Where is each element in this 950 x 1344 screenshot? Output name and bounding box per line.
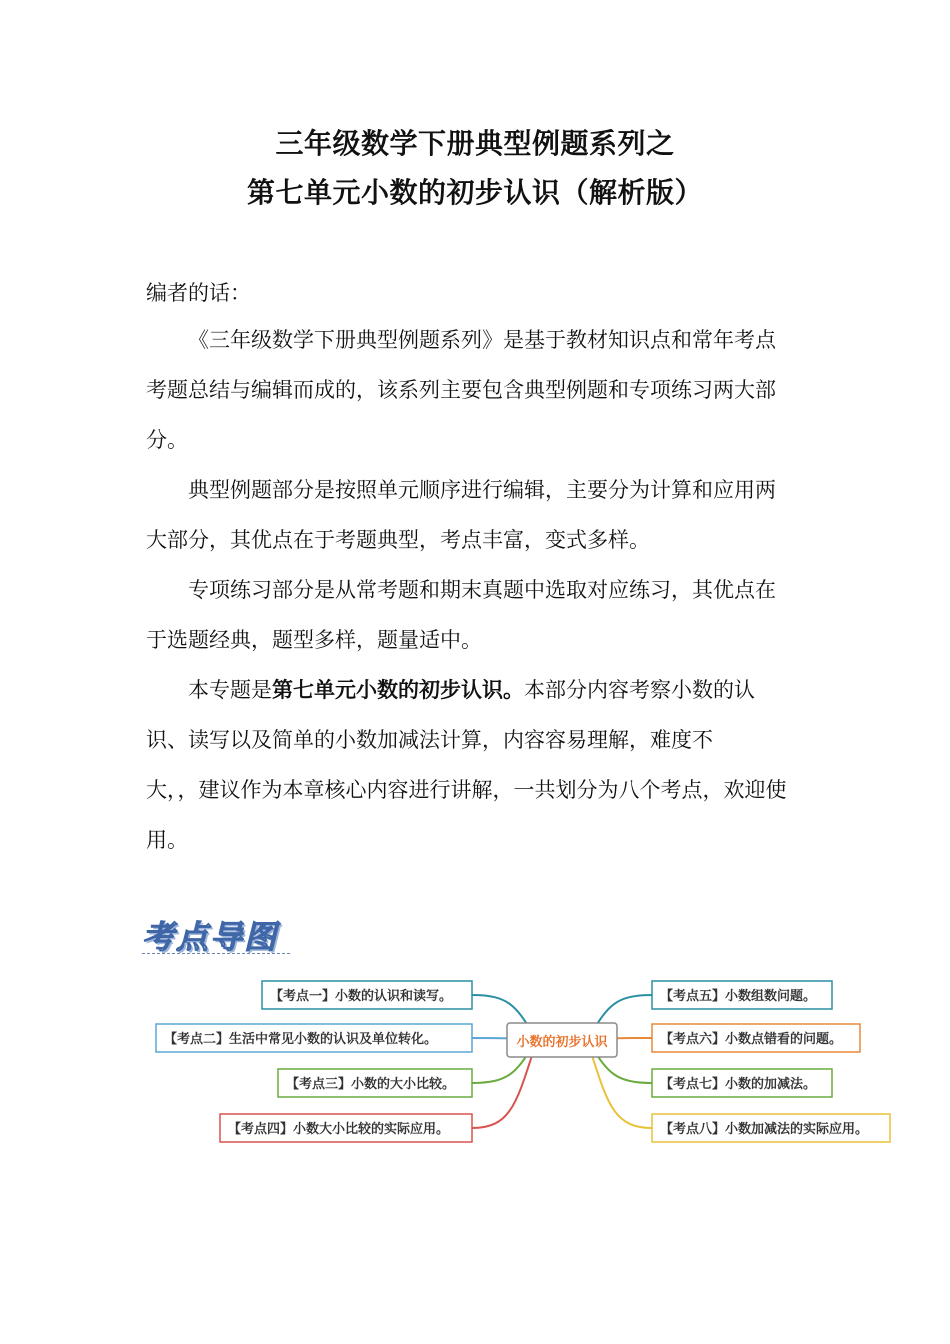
topic-description-end: 大，，建议作为本章核心内容进行讲解，一共划分为八个考点，欢迎使用。 [146,778,787,852]
mindmap-node-label: 【考点六】小数点错看的问题。 [660,1032,843,1047]
topic-title-bold: 第七单元小数的初步认识。 [272,678,524,702]
mindmap-heading: 考点导图 [142,918,279,956]
editor-note-label: 编者的话： [146,281,251,305]
mindmap-node-label: 【考点五】小数组数问题。 [660,989,817,1004]
page-title-line1: 三年级数学下册典型例题系列之 [275,127,675,160]
mindmap-node-label: 【考点一】小数的认识和读写。 [270,989,453,1004]
paragraph-special-practice: 专项练习部分是从常考题和期末真题中选取对应练习，其优点在于选题经典，题型多样，题量适中。 [146,578,776,652]
paragraph-series-intro: 《三年级数学下册典型例题系列》是基于教材知识点和常年考点考题总结与编辑而成的，该系列主要包含典型例题和专项练习两大部分。 [146,328,776,452]
paragraph-typical-examples: 典型例题部分是按照单元顺序进行编辑，主要分为计算和应用两大部分，其优点在于考题典型，考点丰富，变式多样。 [146,478,776,552]
mindmap-node-label: 【考点七】小数的加减法。 [660,1077,817,1092]
topic-description: 本部分内容考察小数的认识、读写以及简单的小数加减法计算，内容容易理解，难度不 [146,678,755,752]
mindmap-heading-underline [142,953,290,954]
paragraph-topic-summary [146,665,796,865]
page-title-line2: 第七单元小数的初步认识（解析版） [246,176,703,209]
mindmap-center-label: 小数的初步认识 [516,1035,608,1050]
mindmap-node-label: 【考点八】小数加减法的实际应用。 [660,1122,869,1137]
topic-prefix: 本专题是 [188,678,272,702]
mindmap-node-label: 【考点二】生活中常见小数的认识及单位转化。 [164,1032,438,1047]
mindmap-diagram [0,960,950,1160]
mindmap-node-label: 【考点三】小数的大小比较。 [286,1077,456,1092]
mindmap-node-label: 【考点四】小数大小比较的实际应用。 [228,1122,450,1137]
